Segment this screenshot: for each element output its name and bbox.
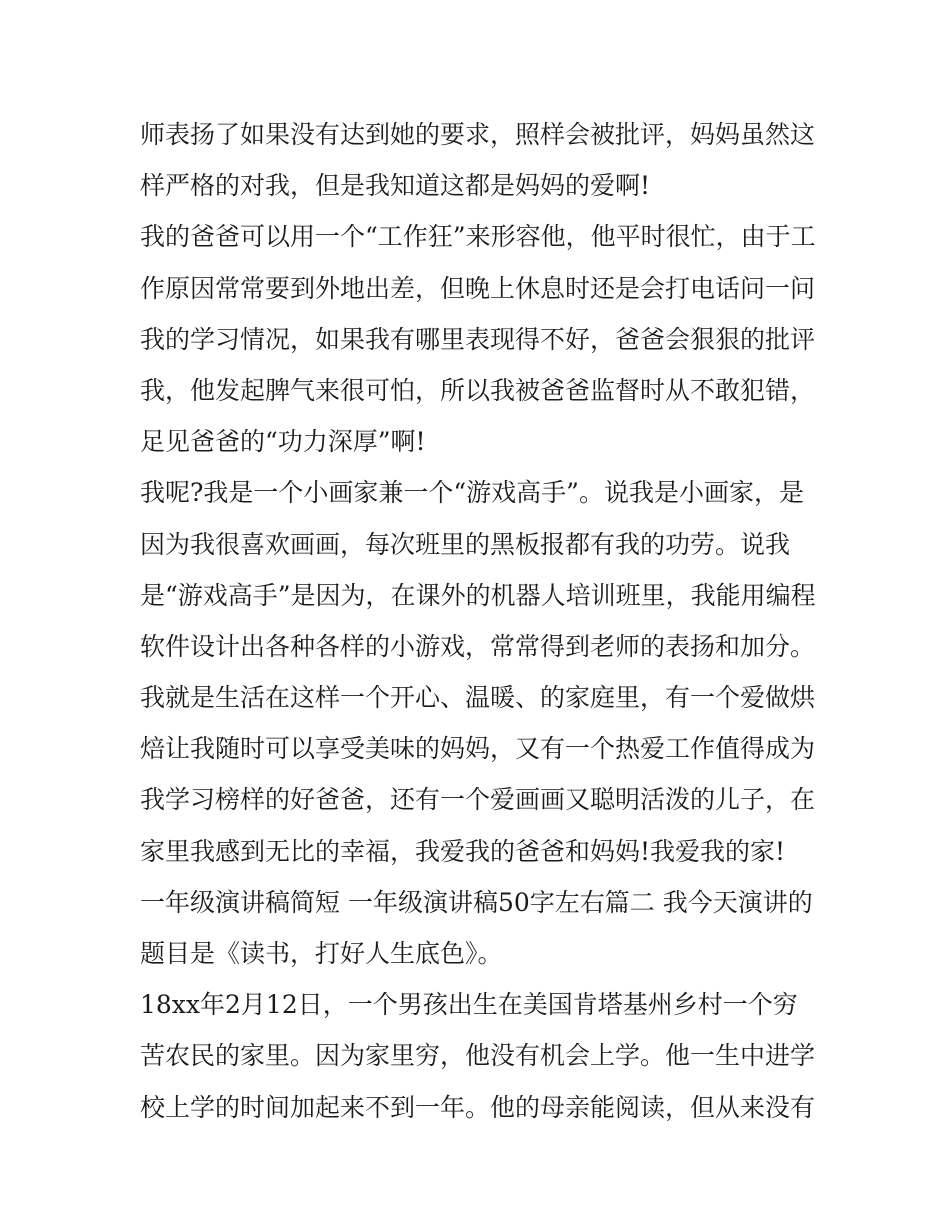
text-line: 家里我感到无比的幸福，我爱我的爸爸和妈妈!我爱我的家! bbox=[140, 836, 786, 866]
text-line: 我呢?我是一个小画家兼一个“游戏高手”。说我是小画家，是 bbox=[140, 478, 804, 508]
text-line: 我的学习情况，如果我有哪里表现得不好，爸爸会狠狠的批评 bbox=[140, 324, 816, 354]
text-line: 样严格的对我，但是我知道这都是妈妈的爱啊! bbox=[140, 171, 651, 201]
text-line: 我，他发起脾气来很可怕，所以我被爸爸监督时从不敢犯错， bbox=[140, 375, 816, 405]
text-line: 一年级演讲稿简短 一年级演讲稿50字左右篇二 我今天演讲的 bbox=[140, 887, 813, 917]
text-line: 师表扬了如果没有达到她的要求，照样会被批评，妈妈虽然这 bbox=[140, 120, 816, 149]
text-line: 作原因常常要到外地出差，但晚上休息时还是会打电话问一问 bbox=[140, 273, 816, 303]
text-line: 18xx年2月12日，一个男孩出生在美国肯塔基州乡村一个穷 bbox=[140, 990, 798, 1020]
text-line: 软件设计出各种各样的小游戏，常常得到老师的表扬和加分。 bbox=[140, 631, 816, 661]
text-line: 足见爸爸的“功力深厚”啊! bbox=[140, 427, 426, 457]
text-line: 因为我很喜欢画画，每次班里的黑板报都有我的功劳。说我 bbox=[140, 529, 791, 559]
text-line: 题目是《读书，打好人生底色》。 bbox=[140, 939, 503, 968]
text-line: 苦农民的家里。因为家里穷，他没有机会上学。他一生中进学 bbox=[140, 1041, 816, 1071]
text-line: 我学习榜样的好爸爸，还有一个爱画画又聪明活泼的儿子，在 bbox=[140, 785, 816, 815]
text-line: 校上学的时间加起来不到一年。他的母亲能阅读，但从来没有 bbox=[140, 1092, 816, 1122]
text-line: 是“游戏高手”是因为，在课外的机器人培训班里，我能用编程 bbox=[140, 580, 816, 610]
text-line: 我的爸爸可以用一个“工作狂”来形容他，他平时很忙，由于工 bbox=[140, 222, 816, 252]
document-body bbox=[140, 109, 816, 1133]
text-line: 我就是生活在这样一个开心、温暖、的家庭里，有一个爱做烘 bbox=[140, 683, 816, 713]
text-line: 焙让我随时可以享受美味的妈妈，又有一个热爱工作值得成为 bbox=[140, 734, 816, 764]
